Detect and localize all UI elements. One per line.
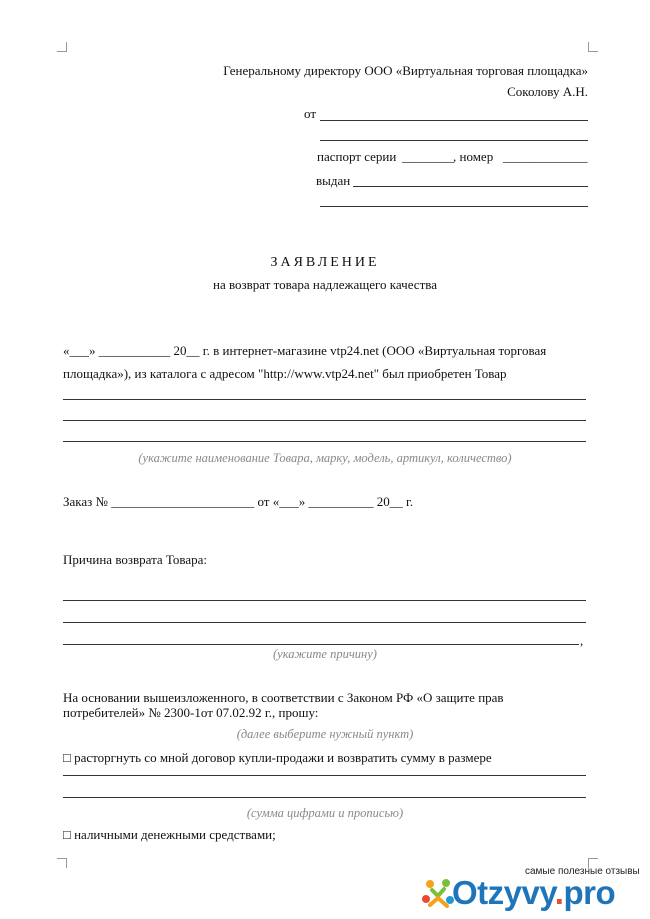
purchase-line-1: «___» ___________ 20__ г. в интернет-магазине vtp24.net (ООО «Виртуальная торговая — [63, 343, 547, 358]
order-line: Заказ № ______________________ от «___» __________ 20__ г. — [63, 494, 414, 509]
request-line-1: На основании вышеизложенного, в соответствии с Законом РФ «О защите прав — [63, 690, 504, 705]
watermark-brand-dot: . — [554, 874, 564, 911]
passport-number-blank: _____________ — [503, 149, 588, 164]
issued-label: выдан — [316, 173, 351, 188]
passport-series-label: паспорт серии — [317, 149, 397, 164]
product-hint: (укажите наименование Товара, марку, модель, артикул, количество) — [138, 451, 512, 465]
request-line-2: потребителей» № 2300-1от 07.02.92 г., прошу: — [63, 705, 319, 720]
product-blank-line-3 — [63, 441, 586, 442]
reason-label: Причина возврата Товара: — [63, 552, 208, 567]
sum-blank-line-1 — [63, 775, 586, 776]
product-blank-line-1 — [63, 399, 586, 400]
document-subtitle: на возврат товара надлежащего качества — [212, 277, 437, 292]
document-title: ЗАЯВЛЕНИЕ — [270, 255, 380, 270]
from-label: от — [304, 106, 317, 121]
watermark-brand — [452, 874, 615, 912]
product-blank-line-2 — [63, 420, 586, 421]
reason-blank-line-3 — [63, 644, 579, 645]
request-hint: (далее выберите нужный пункт) — [236, 727, 414, 741]
watermark-brand-main: Otzyvy — [452, 874, 555, 911]
crop-mark-bottom-left — [57, 858, 67, 868]
watermark-brand-tld: pro — [563, 874, 616, 911]
from-blank-line-2 — [320, 140, 588, 141]
purchase-line-2: площадка»), из каталога с адресом "http://www.vtp24.net" был приобретен Товар — [63, 366, 507, 381]
crop-mark-top-right — [588, 42, 598, 52]
addressee-name: Соколову А.Н. — [507, 84, 588, 99]
sum-blank-line-2 — [63, 797, 586, 798]
passport-series-blank: ________ — [402, 149, 454, 164]
option-cash: □ наличными денежными средствами; — [63, 827, 276, 842]
sum-hint: (сумма цифрами и прописью) — [246, 806, 404, 820]
reason-comma: , — [580, 633, 584, 648]
watermark-tagline: самые полезные отзывы — [525, 866, 640, 877]
reason-hint: (укажите причину) — [273, 647, 377, 661]
reason-blank-line-2 — [63, 622, 586, 623]
addressee-line: Генеральному директору ООО «Виртуальная торговая площадка» — [223, 63, 588, 78]
issued-blank-line — [353, 186, 588, 187]
from-blank-line — [320, 120, 588, 121]
option-refund-sum: □ расторгнуть со мной договор купли-продажи и возвратить сумму в размере — [63, 750, 492, 765]
passport-number-label: , номер — [453, 149, 494, 164]
crop-mark-top-left — [57, 42, 67, 52]
reason-blank-line-1 — [63, 600, 586, 601]
issued-blank-line-2 — [320, 206, 588, 207]
